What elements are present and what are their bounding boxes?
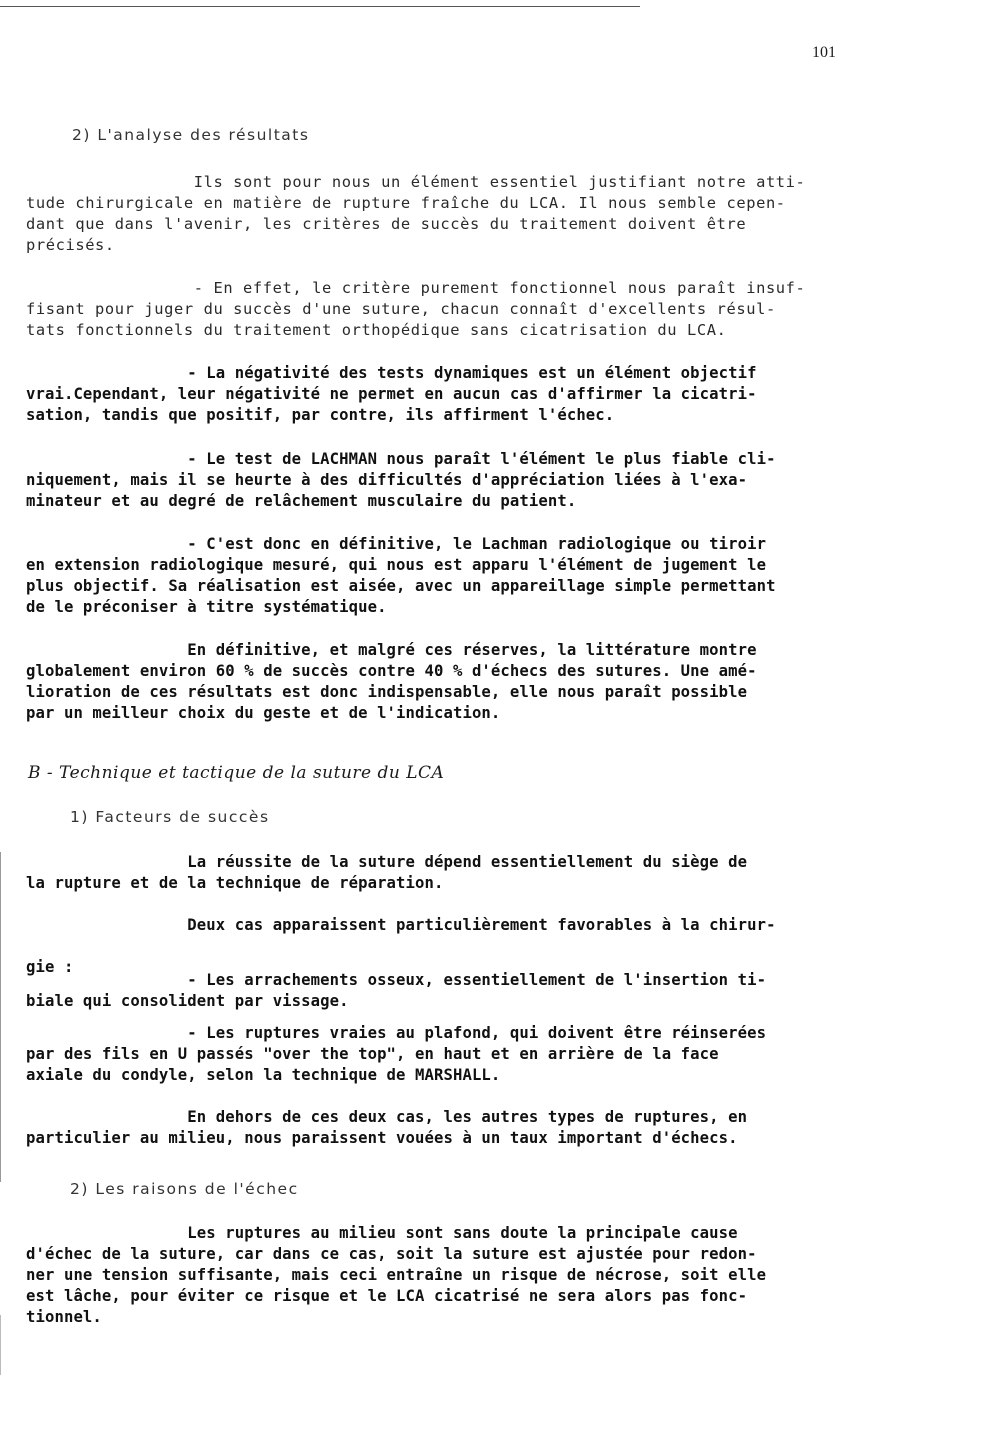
text-line: fisant pour juger du succès d'une suture, chacun connaît d'excellents résul- <box>26 300 776 318</box>
text-line: - C'est donc en définitive, le Lachman radiologique ou tiroir <box>26 535 767 553</box>
heading-raisons-echec: 2) Les raisons de l'échec <box>70 1180 299 1198</box>
paragraph <box>26 172 805 256</box>
text-line <box>26 936 776 957</box>
text-line: plus objectif. Sa réalisation est aisée, avec un appareillage simple permettant <box>26 577 776 595</box>
page-number: 101 <box>812 44 836 61</box>
text-line: minateur et au degré de relâchement musculaire du patient. <box>26 492 577 510</box>
text-line: sation, tandis que positif, par contre, ils affirment l'échec. <box>26 406 615 424</box>
text-line: dant que dans l'avenir, les critères de succès du traitement doivent être <box>26 215 747 233</box>
top-rule-mark <box>8 6 30 7</box>
text-line: particulier au milieu, nous paraissent vouées à un taux important d'échecs. <box>26 1129 738 1147</box>
heading-analyse-resultats: 2) L'analyse des résultats <box>72 126 310 144</box>
text-line: par un meilleur choix du geste et de l'indication. <box>26 704 501 722</box>
paragraph <box>26 449 776 512</box>
paragraph <box>26 534 776 618</box>
text-line: tude chirurgicale en matière de rupture fraîche du LCA. Il nous semble cepen- <box>26 194 786 212</box>
text-line: tats fonctionnels du traitement orthopédique sans cicatrisation du LCA. <box>26 321 727 339</box>
text-line: la rupture et de la technique de réparation. <box>26 874 444 892</box>
text-line: est lâche, pour éviter ce risque et le LCA cicatrisé ne sera alors pas fonc- <box>26 1287 748 1305</box>
text-line: En dehors de ces deux cas, les autres types de ruptures, en <box>26 1108 748 1126</box>
paragraph <box>26 1223 766 1328</box>
text-line: d'échec de la suture, car dans ce cas, soit la suture est ajustée pour redon- <box>26 1245 757 1263</box>
paragraph <box>26 915 776 978</box>
text-line: gie : <box>26 958 74 976</box>
text-line: précisés. <box>26 236 115 254</box>
text-line: globalement environ 60 % de succès contre 40 % d'échecs des sutures. Une amé- <box>26 662 757 680</box>
text-line: La réussite de la suture dépend essentiellement du siège de <box>26 853 748 871</box>
text-line: ner une tension suffisante, mais ceci entraîne un risque de nécrose, soit elle <box>26 1266 767 1284</box>
text-line: - Le test de LACHMAN nous paraît l'élément le plus fiable cli- <box>26 450 776 468</box>
text-line: de le préconiser à titre systématique. <box>26 598 387 616</box>
section-title-technique-tactique: B - Technique et tactique de la suture du LCA <box>28 763 445 783</box>
paragraph <box>26 363 757 426</box>
paragraph <box>26 278 805 341</box>
text-line: lioration de ces résultats est donc indispensable, elle nous paraît possible <box>26 683 748 701</box>
paragraph <box>26 1023 766 1086</box>
top-rule <box>0 6 640 7</box>
text-line: par des fils en U passés "over the top", en haut et en arrière de la face <box>26 1045 719 1063</box>
text-line: niquement, mais il se heurte à des difficultés d'appréciation liées à l'exa- <box>26 471 748 489</box>
scan-edge <box>0 852 1 1182</box>
paragraph <box>26 640 757 724</box>
text-line: En définitive, et malgré ces réserves, la littérature montre <box>26 641 757 659</box>
text-line: - Les ruptures vraies au plafond, qui doivent être réinserées <box>26 1024 767 1042</box>
text-line: axiale du condyle, selon la technique de MARSHALL. <box>26 1066 501 1084</box>
text-line: Deux cas apparaissent particulièrement favorables à la chirur- <box>26 916 776 934</box>
text-line: tionnel. <box>26 1308 102 1326</box>
text-line: vrai.Cependant, leur négativité ne permet en aucun cas d'affirmer la cicatri- <box>26 385 757 403</box>
paragraph <box>26 970 766 1012</box>
text-line: en extension radiologique mesuré, qui nous est apparu l'élément de jugement le <box>26 556 767 574</box>
text-line: biale qui consolident par vissage. <box>26 992 349 1010</box>
paragraph <box>26 852 747 894</box>
heading-facteurs-succes: 1) Facteurs de succès <box>70 808 270 826</box>
text-line: - Les arrachements osseux, essentiellement de l'insertion ti- <box>26 971 767 989</box>
text-line: - La négativité des tests dynamiques est un élément objectif <box>26 364 757 382</box>
text-line: Ils sont pour nous un élément essentiel justifiant notre atti- <box>26 173 806 191</box>
text-line: - En effet, le critère purement fonctionnel nous paraît insuf- <box>26 279 806 297</box>
paragraph <box>26 1107 747 1149</box>
scan-edge-lower <box>0 1315 1 1375</box>
text-line: Les ruptures au milieu sont sans doute la principale cause <box>26 1224 738 1242</box>
